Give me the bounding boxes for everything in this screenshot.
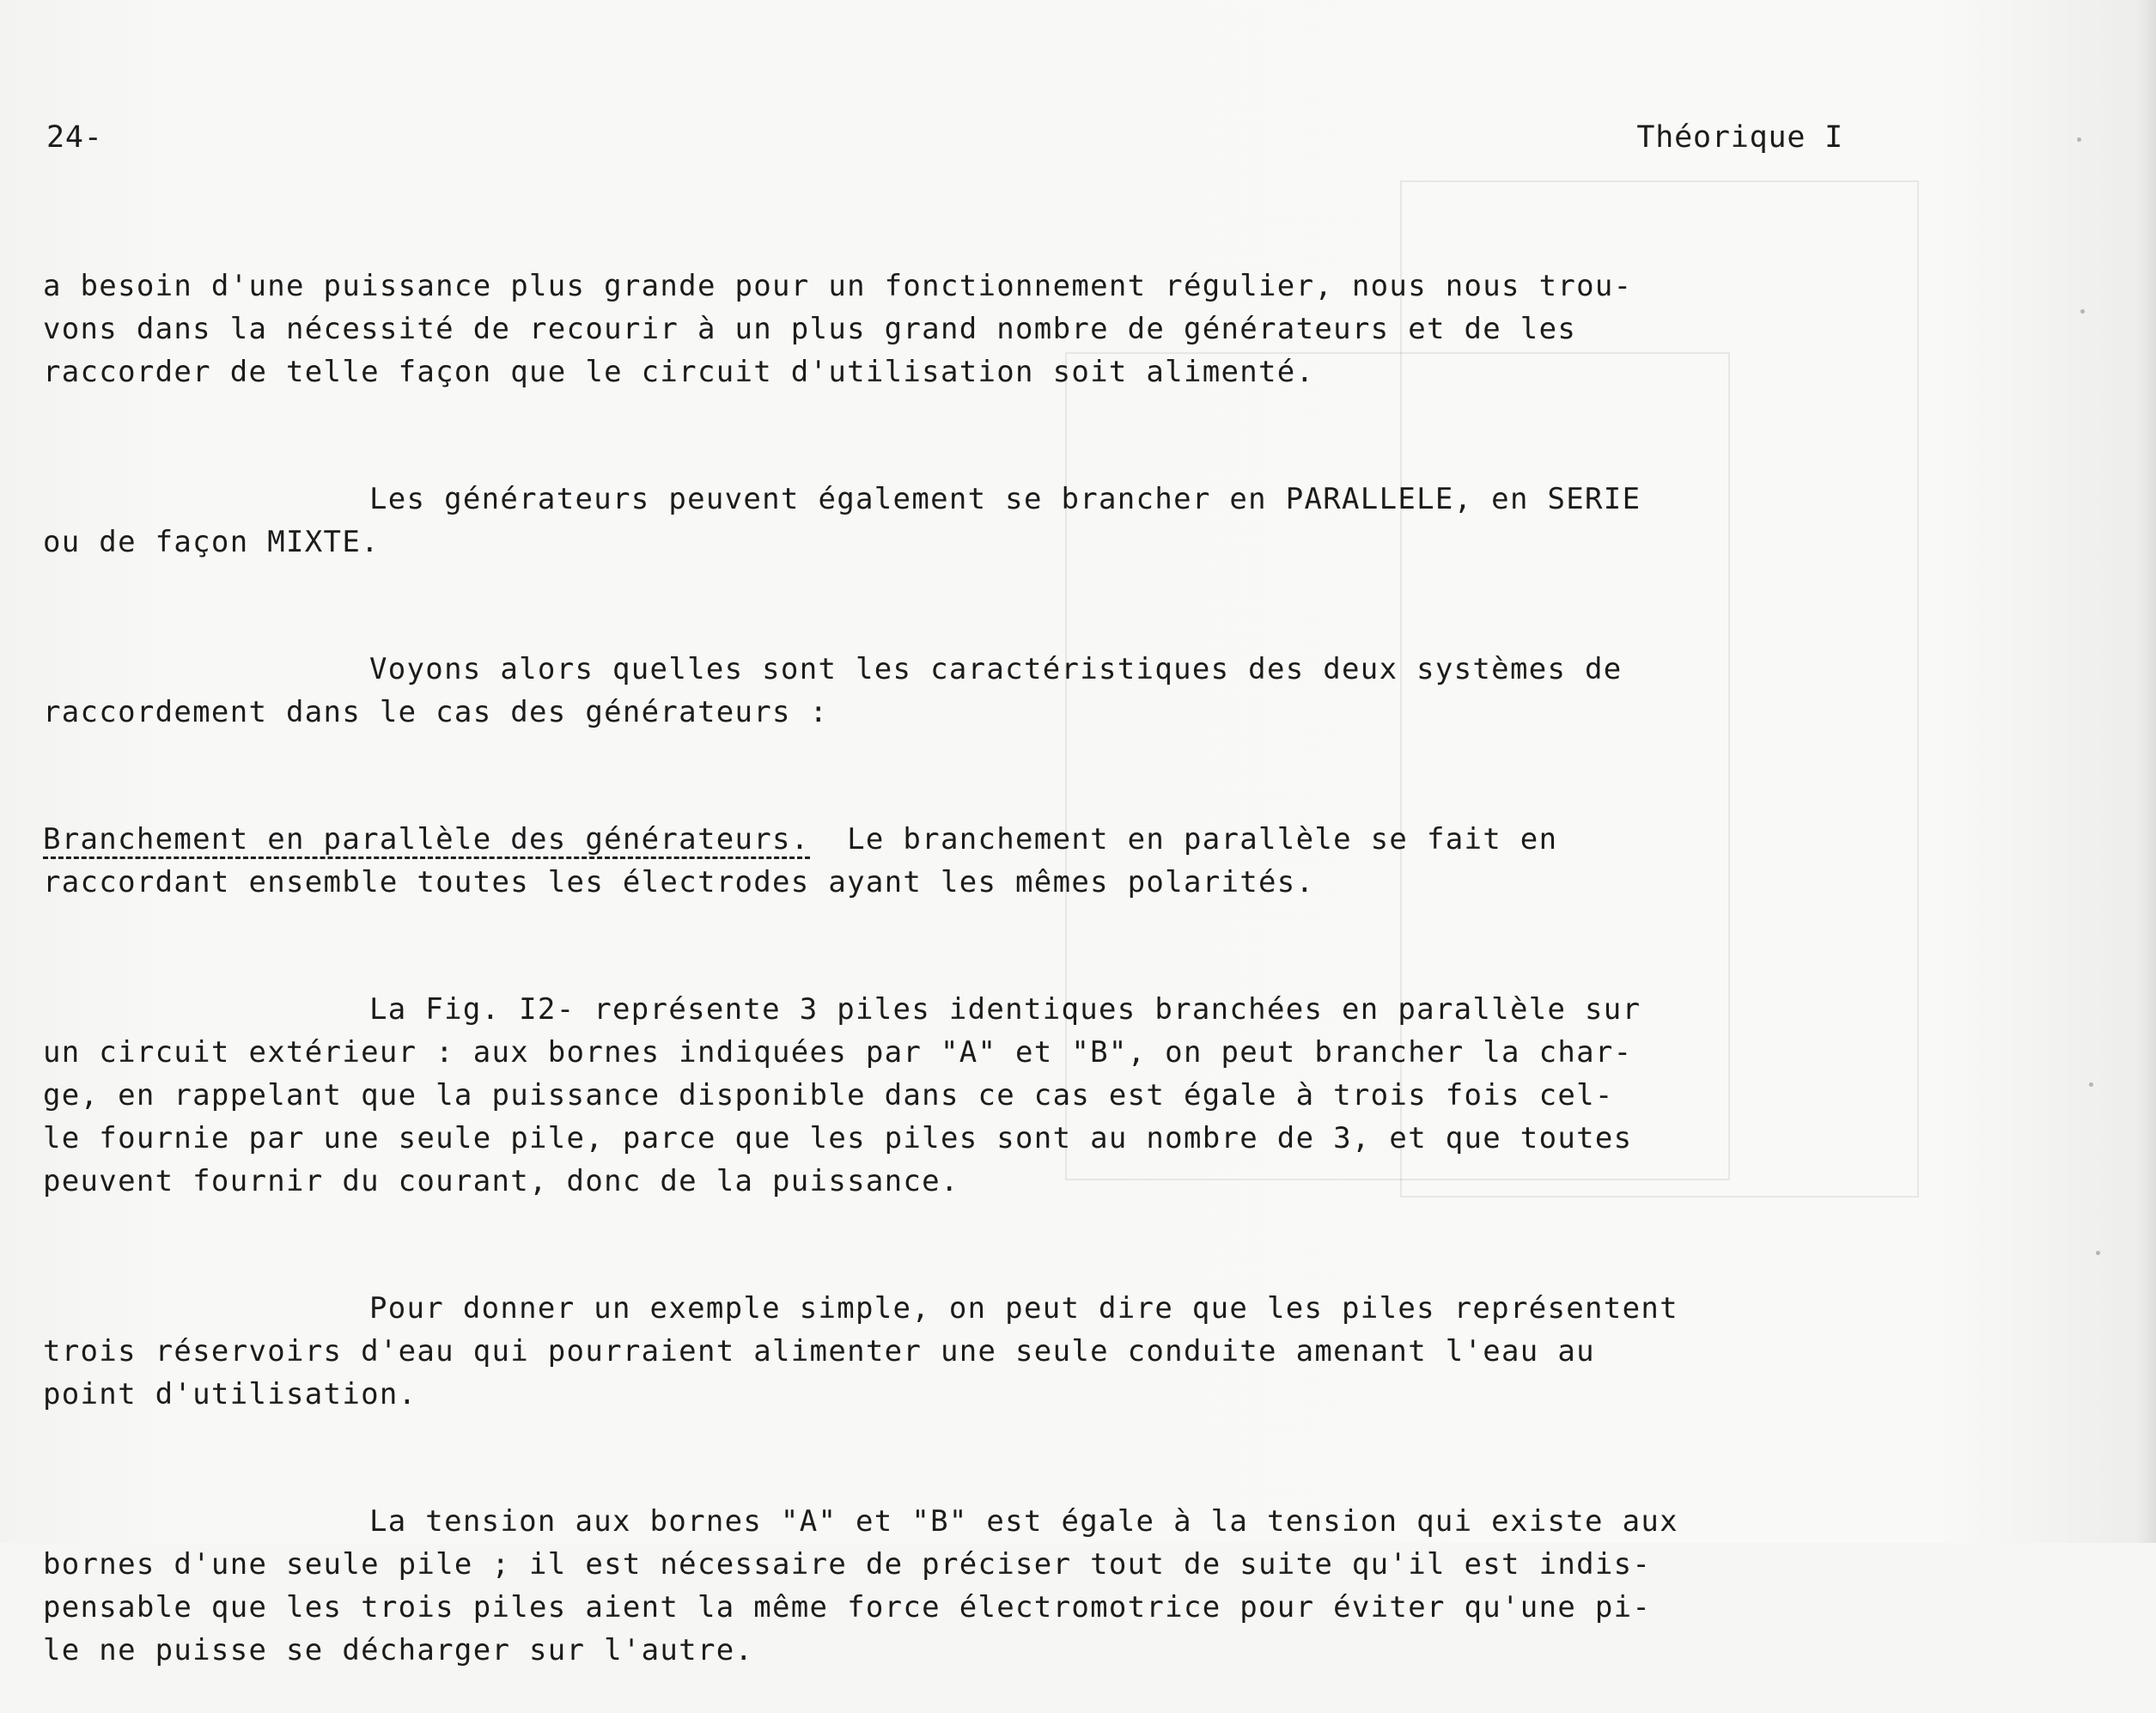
text-line: ge, en rappelant que la puissance disponible dans ce cas est égale à trois fois cel- — [43, 1078, 1614, 1113]
text-line: bornes d'une seule pile ; il est nécessaire de préciser tout de suite qu'il est indis- — [43, 1547, 1652, 1582]
paper-speck — [2096, 1251, 2100, 1255]
text-line: raccordant ensemble toutes les électrodes ayant les mêmes polarités. — [43, 865, 1315, 899]
paper-speck — [2089, 1082, 2093, 1087]
text-line: trois réservoirs d'eau qui pourraient alimenter une seule conduite amenant l'eau au — [43, 1334, 1595, 1369]
text-line: le fournie par une seule pile, parce que les piles sont au nombre de 3, et que toutes — [43, 1121, 1633, 1155]
indented-line — [43, 648, 1915, 691]
paragraph — [43, 605, 1915, 734]
paragraph — [43, 435, 1915, 564]
paragraph — [43, 1244, 1915, 1416]
paragraph — [43, 945, 1915, 1203]
chapter-title: Théorique I — [1636, 120, 1843, 155]
text-line: vons dans la nécessité de recourir à un plus grand nombre de générateurs et de les — [43, 312, 1577, 346]
paper-speck — [2077, 137, 2081, 142]
text-line: raccorder de telle façon que le circuit d'utilisation soit alimenté. — [43, 355, 1315, 389]
text-line: Pour donner un exemple simple, on peut dire que les piles représentent — [369, 1291, 1678, 1326]
text-line: pensable que les trois piles aient la même force électromotrice pour éviter qu'une pi- — [43, 1590, 1652, 1625]
indented-line — [43, 988, 1915, 1031]
paragraph — [43, 1457, 1915, 1672]
page-edge-shadow — [2137, 0, 2156, 1543]
page-body — [43, 222, 1915, 1713]
text-line: Les générateurs peuvent également se brancher en PARALLELE, en SERIE — [369, 482, 1641, 516]
heading-line — [43, 818, 1915, 861]
text-line: La tension aux bornes "A" et "B" est égale à la tension qui existe aux — [369, 1504, 1678, 1539]
indented-line — [43, 1500, 1915, 1543]
indented-line — [43, 1287, 1915, 1330]
paper-speck — [2080, 309, 2085, 314]
text-line: Le branchement en parallèle se fait en — [809, 822, 1558, 856]
text-line: a besoin d'une puissance plus grande pour un fonctionnement régulier, nous nous trou- — [43, 269, 1633, 303]
paragraph — [43, 222, 1915, 393]
text-line: La Fig. I2- représente 3 piles identiques branchées en parallèle sur — [369, 992, 1641, 1027]
indented-line — [43, 478, 1915, 521]
text-line: Voyons alors quelles sont les caractéristiques des deux systèmes de — [369, 652, 1623, 686]
text-line: ou de façon MIXTE. — [43, 525, 380, 559]
paragraph — [43, 775, 1915, 904]
text-line: le ne puisse se décharger sur l'autre. — [43, 1633, 754, 1667]
text-line: peuvent fournir du courant, donc de la puissance. — [43, 1164, 959, 1198]
text-line: un circuit extérieur : aux bornes indiquées par "A" et "B", on peut brancher la char- — [43, 1035, 1633, 1070]
text-line: point d'utilisation. — [43, 1377, 417, 1411]
page-number: 24- — [46, 120, 103, 155]
section-heading: Branchement en parallèle des générateurs. — [43, 822, 810, 859]
text-line: raccordement dans le cas des générateurs : — [43, 695, 829, 729]
